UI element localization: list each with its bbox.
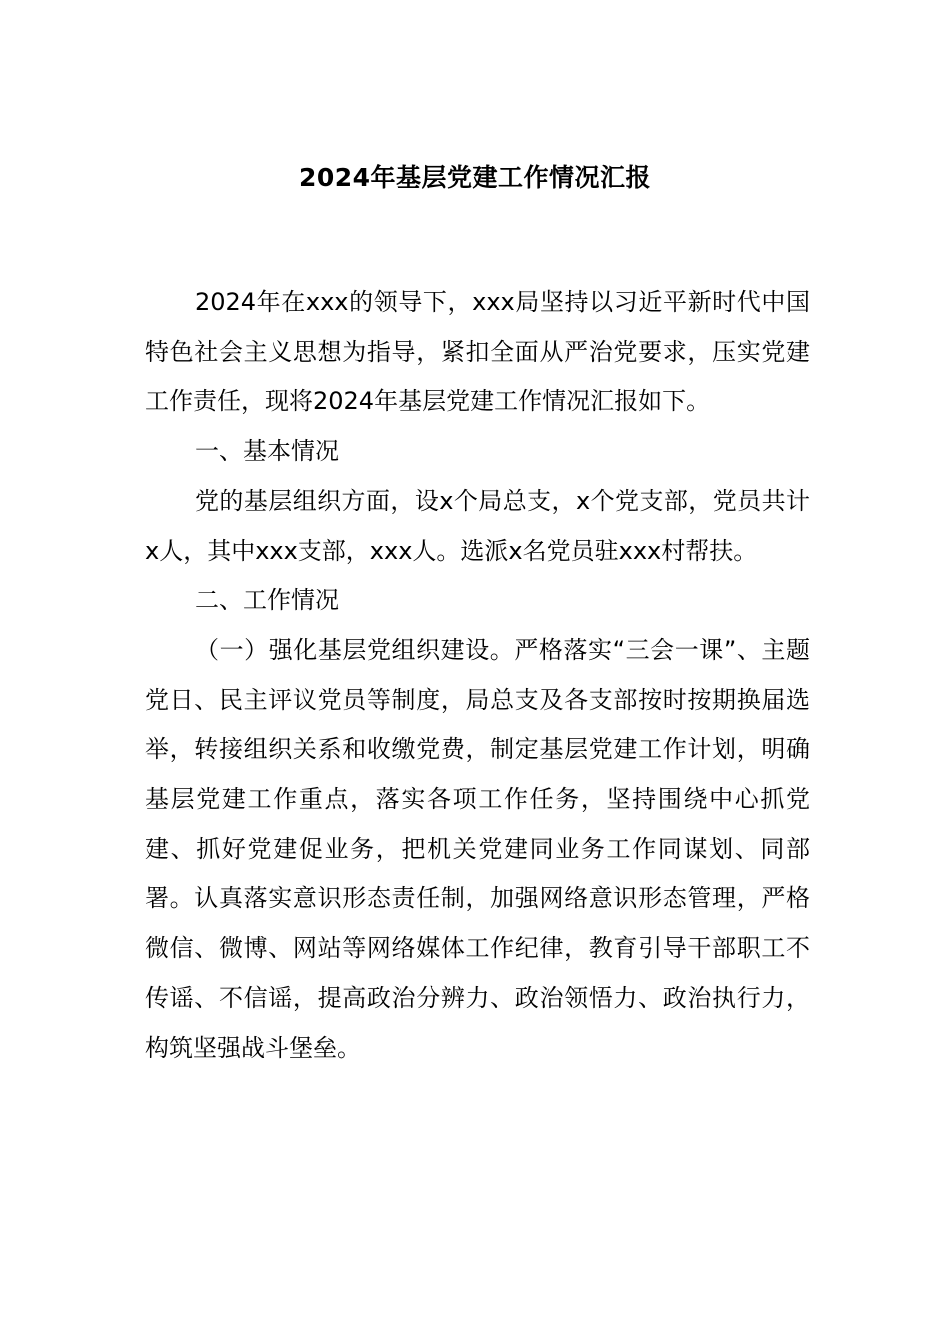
basic-situation-paragraph: 党的基层组织方面，设x个局总支，x个党支部，党员共计x人，其中xxx支部，xxx人。选派x名党员驻xxx村帮扶。	[145, 486, 810, 565]
section-heading-basic-situation: 一、基本情况	[195, 437, 339, 466]
document-body	[145, 278, 810, 1073]
work-situation-paragraph: （一）强化基层党组织建设。严格落实“三会一课”、主题党日、民主评议党员等制度，局总支及各支部按时按期换届选举，转接组织关系和收缴党费，制定基层党建工作计划，明确基层党建工作重点，落实各项工作任务，坚持围绕中心抓党建、抓好党建促业务，把机关党建同业务工作同谋划、同部署。认真落实意识形态责任制，加强网络意识形态管理，严格微信、微博、网站等网络媒体工作纪律，教育引导干部职工不传谣、不信谣，提高政治分辨力、政治领悟力、政治执行力，构筑坚强战斗堡垒。	[145, 635, 810, 1062]
document-title: 2024年基层党建工作情况汇报	[298, 163, 652, 192]
section-heading-work-situation: 二、工作情况	[195, 586, 339, 615]
intro-paragraph: 2024年在xxx的领导下，xxx局坚持以习近平新时代中国特色社会主义思想为指导，紧扣全面从严治党要求，压实党建工作责任，现将2024年基层党建工作情况汇报如下。	[145, 288, 810, 416]
